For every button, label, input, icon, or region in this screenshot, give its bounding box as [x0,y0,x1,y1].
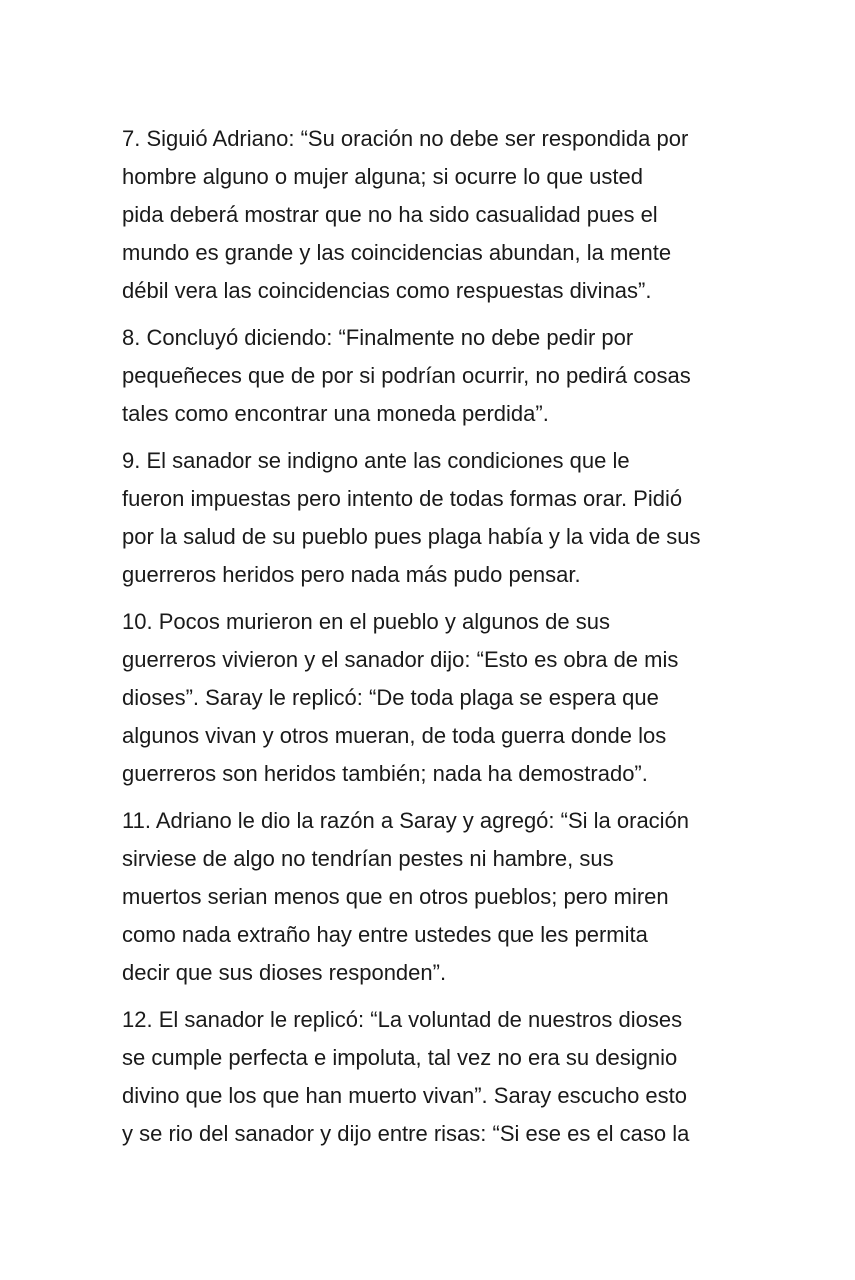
verse-12 [122,1001,734,1153]
page-text [122,120,734,1162]
text-line: 10. Pocos murieron en el pueblo y algunos de sus [122,609,610,634]
text-line: 11. Adriano le dio la razón a Saray y agregó: “Si la oración [122,808,690,833]
text-line: 8. Concluyó diciendo: “Finalmente no debe pedir por [122,325,634,350]
text-line: débil vera las coincidencias como respuestas divinas”. [122,278,652,303]
verse-8 [122,319,734,433]
text-line: algunos vivan y otros mueran, de toda guerra donde los [122,723,667,748]
text-line: hombre alguno o mujer alguna; si ocurre lo que usted [122,164,643,189]
text-line: guerreros vivieron y el sanador dijo: “Esto es obra de mis [122,647,679,672]
text-line: como nada extraño hay entre ustedes que les permita [122,922,648,947]
text-line: guerreros son heridos también; nada ha demostrado”. [122,761,648,786]
text-line: sirviese de algo no tendrían pestes ni hambre, sus [122,846,614,871]
verse-9 [122,442,734,594]
text-line: tales como encontrar una moneda perdida”. [122,401,549,426]
text-line: pequeñeces que de por si podrían ocurrir, no pedirá cosas [122,363,691,388]
verse-10 [122,603,734,793]
text-line: pida deberá mostrar que no ha sido casualidad pues el [122,202,658,227]
text-line: 12. El sanador le replicó: “La voluntad de nuestros dioses [122,1007,683,1032]
text-line: dioses”. Saray le replicó: “De toda plaga se espera que [122,685,659,710]
text-line: se cumple perfecta e impoluta, tal vez no era su designio [122,1045,678,1070]
verse-7 [122,120,734,310]
text-line: 9. El sanador se indigno ante las condiciones que le [122,448,630,473]
text-line: muertos serian menos que en otros pueblos; pero miren [122,884,669,909]
text-line: decir que sus dioses responden”. [122,960,447,985]
text-line: y se rio del sanador y dijo entre risas: “Si ese es el caso la [122,1121,690,1146]
text-line: 7. Siguió Adriano: “Su oración no debe ser respondida por [122,126,689,151]
text-line: divino que los que han muerto vivan”. Saray escucho esto [122,1083,687,1108]
text-line: guerreros heridos pero nada más pudo pensar. [122,562,581,587]
text-line: por la salud de su pueblo pues plaga había y la vida de sus [122,524,701,549]
text-line: mundo es grande y las coincidencias abundan, la mente [122,240,672,265]
text-line: fueron impuestas pero intento de todas formas orar. Pidió [122,486,683,511]
verse-11 [122,802,734,992]
